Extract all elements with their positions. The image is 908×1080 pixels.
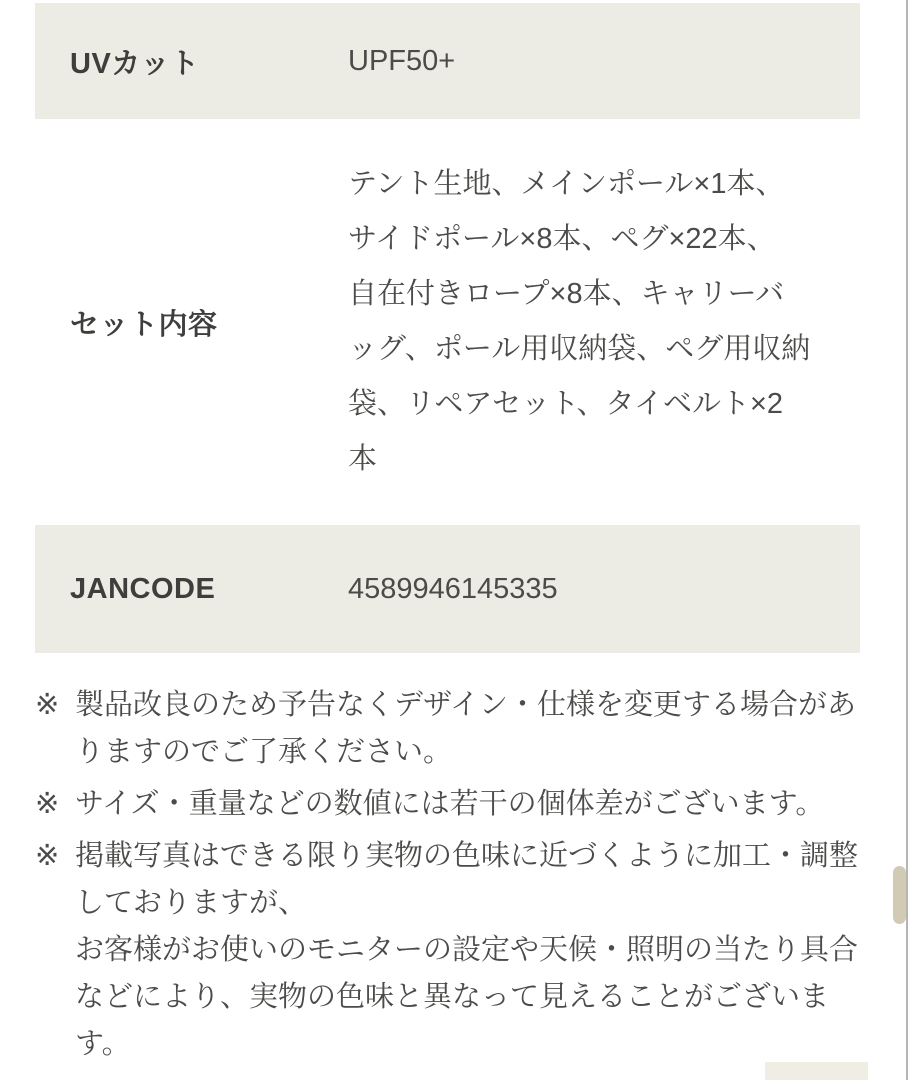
note-paragraph: お客様がお使いのモニターの設定や天候・照明の当たり具合などにより、実物の色味と異なって見えることがございます。 — [75, 934, 859, 1060]
spec-value-set-contents — [348, 119, 860, 525]
note-item-size-variance — [35, 781, 867, 828]
note-text — [75, 833, 867, 1068]
scrollbar-thumb[interactable] — [893, 866, 906, 924]
set-contents-line: サイドポール×8本、ペグ×22本、 — [348, 223, 776, 255]
spec-row-set-contents — [35, 119, 860, 525]
spec-value-jancode — [348, 525, 860, 653]
set-contents-line: 自在付きロープ×8本、キャリーバ — [348, 278, 785, 310]
set-contents-line: 本 — [348, 443, 378, 475]
note-text — [75, 682, 867, 776]
note-paragraph: 掲載写真はできる限り実物の色味に近づくように加工・調整しておりますが、 — [75, 840, 859, 919]
cutoff-beige-panel — [765, 1062, 868, 1080]
uv-cut-value-text: UPF50+ — [348, 44, 456, 77]
note-marker: ※ — [35, 840, 60, 872]
spec-label-uv-cut: UVカット — [70, 47, 200, 80]
note-item-design-change — [35, 682, 867, 776]
spec-label-set-contents: セット内容 — [70, 308, 218, 341]
set-contents-text — [348, 157, 810, 487]
note-item-color-difference — [35, 833, 867, 1068]
spec-label-jancode: JANCODE — [70, 572, 216, 605]
set-contents-line: テント生地、メインポール×1本、 — [348, 168, 785, 200]
note-paragraph: 製品改良のため予告なくデザイン・仕様を変更する場合がありますのでご了承ください。 — [75, 689, 856, 768]
disclaimer-notes — [35, 682, 867, 1073]
set-contents-line: 袋、リペアセット、タイベルト×2 — [348, 388, 784, 420]
note-marker: ※ — [35, 689, 60, 721]
set-contents-line: ッグ、ポール用収納袋、ペグ用収納 — [348, 333, 811, 365]
jancode-value-text: 4589946145335 — [348, 572, 558, 605]
note-marker: ※ — [35, 788, 60, 820]
spec-value-uv-cut — [348, 3, 860, 119]
spec-row-jancode — [35, 525, 860, 653]
note-paragraph: サイズ・重量などの数値には若干の個体差がございます。 — [75, 788, 825, 820]
note-text — [75, 781, 867, 828]
spec-row-uv-cut — [35, 3, 860, 119]
